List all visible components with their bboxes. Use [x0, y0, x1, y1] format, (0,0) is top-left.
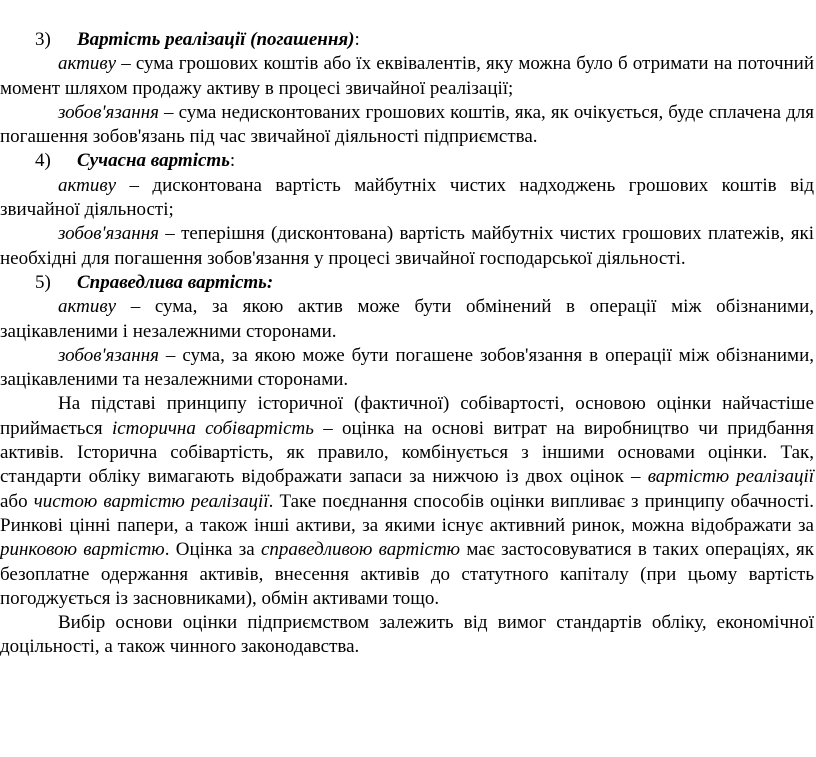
emphasized-term: справедливою вартістю [260, 539, 461, 561]
definition-term: активу [58, 174, 117, 196]
emphasized-term: чистою вартістю реалізації [33, 490, 269, 512]
section-title-suffix: : [229, 150, 236, 172]
definition-text: – теперішня (дисконтована) вартість майбутніх чистих грошових платежів, які необхідні для погашення зобов'язання у процесі звичайної господарської діяльності. [0, 223, 814, 269]
definition-paragraph [0, 344, 814, 393]
definition-text: – дисконтована вартість майбутніх чистих надходжень грошових коштів від звичайної діяльності; [0, 174, 814, 221]
definition-term: активу [58, 53, 117, 75]
section-number: 4) [35, 150, 51, 172]
definition-paragraph [0, 52, 814, 101]
paragraph-text: . Таке поєднання способів оцінки випливає з принципу обачності. Ринкові цінні папери, а також інші активи, за якими існує активний ринок, можна відображати за [0, 490, 814, 536]
section-title: Вартість реалізації (погашення) [77, 29, 355, 50]
section-number: 3) [35, 29, 51, 50]
definition-term: зобов'язання [58, 344, 159, 366]
definition-text: – сума грошових коштів або їх еквівалентів, яку можна було б отримати на поточний момент шляхом продажу активу в процесі звичайної реалізації; [0, 53, 814, 99]
paragraph-text: має застосовуватися в таких операціях, як безоплатне одержання активів, внесення активів до статутного капіталу (при цьому вартість погоджується із засновниками), обмін активами тощо. [0, 539, 814, 609]
emphasized-term: історична собівартість [111, 417, 314, 439]
section-title-suffix: : [354, 29, 360, 50]
section-number: 5) [35, 271, 51, 293]
definition-text: – сума недисконтованих грошових коштів, яка, як очікується, буде сплачена для погашення зобов'язань під час звичайної діяльності підприємства. [0, 101, 814, 148]
definition-term: зобов'язання [58, 223, 159, 245]
paragraph-text: або [0, 490, 34, 512]
body-paragraph-closing: Вибір основи оцінки підприємством залежить від вимог стандартів обліку, економічної доцільності, а також чинного законодавства. [0, 612, 814, 658]
definition-paragraph [0, 174, 814, 223]
section-title: Справедлива вартість: [77, 271, 274, 293]
body-paragraph [0, 392, 814, 611]
definition-paragraph [0, 222, 814, 271]
definition-paragraph [0, 295, 814, 344]
paragraph-text: – оцінка на основі витрат на виробництво чи придбання активів. Історична собівартість, як правило, комбінується з іншими основами оцінки. Так, стандарти обліку вимагають відображати запаси за нижчою із двох оцінок – [0, 417, 814, 488]
definition-term: зобов'язання [58, 101, 159, 123]
emphasized-term: ринковою вартістю [0, 539, 165, 561]
paragraph-text: На підставі принципу історичної (фактичної) собівартості, основою оцінки найчастіше приймається [0, 393, 814, 439]
document-page [0, 28, 814, 660]
emphasized-term: вартістю реалізації [647, 466, 815, 488]
section-heading-5 [0, 271, 814, 295]
section-heading-4 [0, 149, 814, 173]
section-heading-3 [0, 28, 814, 52]
definition-term: активу [58, 296, 117, 318]
definition-text: – сума, за якою може бути погашене зобов'язання в операції між обізнаними, зацікавленими та незалежними сторонами. [0, 344, 814, 391]
definition-text: – сума, за якою актив може бути обмінений в операції між обізнаними, зацікавленими і незалежними сторонами. [0, 296, 814, 342]
paragraph-text: . Оцінка за [164, 539, 261, 561]
definition-paragraph [0, 101, 814, 150]
section-title: Сучасна вартість [77, 150, 230, 172]
